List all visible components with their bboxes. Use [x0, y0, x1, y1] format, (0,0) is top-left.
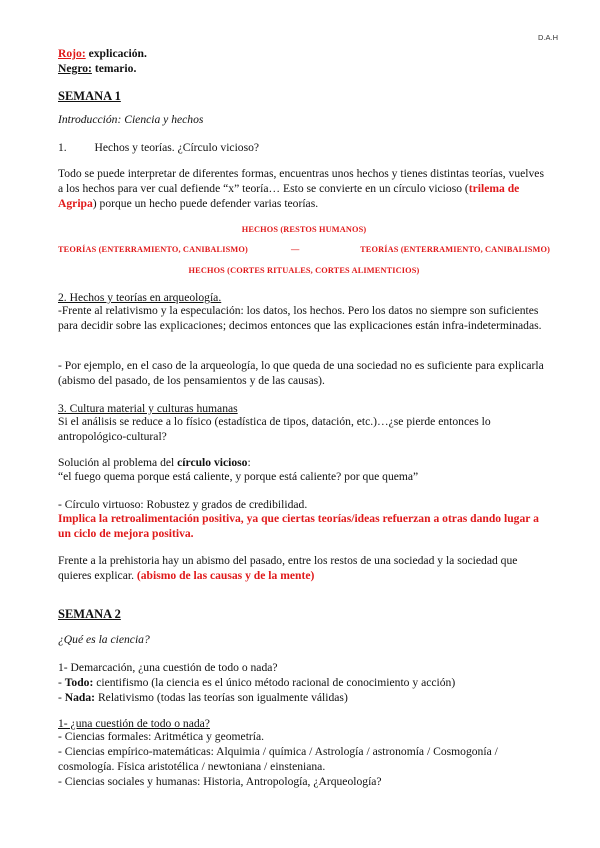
week2-bullets — [58, 729, 550, 789]
solution-line — [58, 455, 550, 470]
virtuous-circle: - Círculo virtuoso: Robustez y grados de credibilidad. — [58, 498, 308, 511]
week2-question: ¿Qué es la ciencia? — [58, 633, 150, 646]
week2-line-3: - Nada: Relativismo (todas las teorías son igualmente válidas) — [58, 691, 348, 704]
legend-black-key: Negro: — [58, 62, 92, 75]
legend-red-text: explicación. — [88, 47, 147, 60]
solution-text: Solución al problema del — [58, 456, 178, 469]
document-initials: D.A.H — [537, 33, 558, 42]
week1-intro: Introducción: Ciencia y hechos — [58, 113, 204, 126]
week2-line-1: 1- Demarcación, ¿una cuestión de todo o nada? — [58, 661, 278, 674]
bullet-formal: - Ciencias formales: Aritmética y geometría. — [58, 730, 265, 743]
week2-heading: SEMANA 2 — [58, 607, 121, 621]
bullet-social: - Ciencias sociales y humanas: Historia, Antropología, ¿Arqueología? — [58, 775, 382, 788]
item1-text: Hechos y teorías. ¿Círculo vicioso? — [94, 141, 260, 154]
legend-red-key: Rojo: — [58, 47, 86, 60]
prehistory-highlight: (abismo de las causas y de la mente) — [136, 569, 315, 582]
section3-title: 3. Cultura material y culturas humanas — [58, 402, 238, 415]
diagram-bottom: HECHOS (CORTES RITUALES, CORTES ALIMENTICIOS) — [188, 266, 420, 275]
legend-black-text: temario. — [94, 62, 137, 75]
week1-paragraph-1 — [58, 166, 550, 211]
bullet-empirical: - Ciencias empírico-matemáticas: Alquimia / química / Astrología / astronomía / Cosmogonía / cosmología. Física aristotélica / newtoniana / einsteniana. — [58, 745, 498, 773]
color-legend — [58, 46, 550, 76]
section2-paragraph-2: - Por ejemplo, en el caso de la arqueología, lo que queda de una sociedad no es suficiente para explicarla (abismo del pasado, de los pensamientos y de las causas). — [58, 359, 544, 387]
prehistory-text: Frente a la prehistoria hay un abismo del pasado, entre los restos de una sociedad y la sociedad que quieres explicar. — [58, 554, 518, 582]
diagram-top: HECHOS (RESTOS HUMANOS) — [241, 225, 367, 234]
virtuous-circle-explanation: Implica la retroalimentación positiva, ya que ciertas teorías/ideas refuerzan a otras dando lugar a un ciclo de mejora positiva. — [58, 512, 539, 540]
week1-heading: SEMANA 1 — [58, 89, 121, 103]
prehistory-paragraph — [58, 553, 550, 583]
item1-number: 1. — [58, 141, 67, 154]
week2-line-2: - Todo: cientifismo (la ciencia es el único método racional de conocimiento y acción) — [58, 676, 456, 689]
week2-subtitle: 1- ¿una cuestión de todo o nada? — [58, 717, 210, 730]
diagram-dash: — — [291, 245, 300, 254]
section3-paragraph: Si el análisis se reduce a lo físico (estadística de tipos, datación, etc.)…¿se pierde entonces lo antropológico-cultural? — [58, 415, 491, 443]
para1-highlight: trilema de Agripa — [58, 182, 520, 210]
section2-title: 2. Hechos y teorías en arqueología. — [58, 291, 222, 304]
solution-quote: “el fuego quema porque está caliente, y porque está caliente? por que quema” — [58, 470, 419, 483]
solution-colon: : — [247, 456, 251, 469]
solution-bold: círculo vicioso — [177, 456, 248, 469]
para1-text-a: Todo se puede interpretar de diferentes formas, encuentras unos hechos y tienes distintas teorías, vuelves a los hechos para ver cual defiende “x” teoría… Esto se convierte en un círculo vicioso ( — [58, 167, 544, 195]
week2-list — [58, 660, 550, 705]
week1-item1 — [58, 140, 550, 155]
para1-text-b: ) porque un hecho puede defender varias teorías. — [92, 197, 319, 210]
diagram-right: TEORÍAS (ENTERRAMIENTO, CANIBALISMO) — [360, 245, 550, 254]
diagram-left: TEORÍAS (ENTERRAMIENTO, CANIBALISMO) — [58, 245, 248, 254]
section2-paragraph-1: -Frente al relativismo y la especulación: los datos, los hechos. Pero los datos no siempre son suficientes para decidir sobre las explicaciones; decimos entonces que las explicaciones están infra-indeterminadas. — [58, 304, 542, 332]
